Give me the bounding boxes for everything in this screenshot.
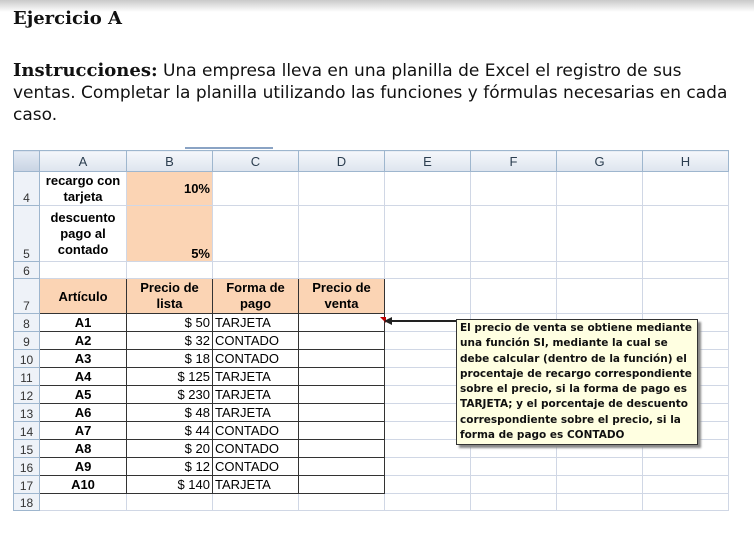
cell[interactable] [213, 262, 299, 279]
column-header-d[interactable]: D [299, 151, 385, 172]
articulo-cell[interactable]: A4 [40, 368, 127, 386]
cell[interactable] [127, 494, 213, 511]
row-number[interactable]: 5 [14, 206, 40, 262]
select-all-corner[interactable] [14, 151, 40, 172]
precio-lista-cell[interactable]: $ 18 [127, 350, 213, 368]
precio-venta-cell[interactable] [299, 458, 385, 476]
sheet-row-18 [14, 494, 729, 511]
forma-pago-cell[interactable]: TARJETA [213, 476, 299, 494]
forma-pago-cell[interactable]: CONTADO [213, 440, 299, 458]
sheet-row-6 [14, 262, 729, 279]
precio-lista-cell[interactable]: $ 44 [127, 422, 213, 440]
row-number[interactable]: 10 [14, 350, 40, 368]
cell[interactable] [385, 172, 471, 206]
precio-lista-cell[interactable]: $ 32 [127, 332, 213, 350]
cell[interactable] [643, 262, 729, 279]
articulo-cell[interactable]: A8 [40, 440, 127, 458]
cell[interactable] [643, 494, 729, 511]
articulo-cell[interactable]: A9 [40, 458, 127, 476]
row-number[interactable]: 13 [14, 404, 40, 422]
cell[interactable] [127, 262, 213, 279]
cell[interactable] [643, 279, 729, 314]
row-number[interactable]: 11 [14, 368, 40, 386]
forma-pago-cell[interactable]: CONTADO [213, 350, 299, 368]
precio-lista-cell[interactable]: $ 48 [127, 404, 213, 422]
table-row [14, 476, 729, 494]
cell[interactable] [299, 206, 385, 262]
cell[interactable] [471, 494, 557, 511]
column-header-c[interactable]: C [213, 151, 299, 172]
cell[interactable] [471, 279, 557, 314]
forma-pago-cell[interactable]: CONTADO [213, 332, 299, 350]
table-row [14, 458, 729, 476]
precio-venta-cell[interactable] [299, 476, 385, 494]
articulo-cell[interactable]: A2 [40, 332, 127, 350]
column-header-row [14, 151, 729, 172]
forma-pago-cell[interactable]: CONTADO [213, 458, 299, 476]
cell[interactable] [385, 279, 471, 314]
header-precio-lista-cell[interactable]: Precio de lista [127, 279, 213, 314]
precio-lista-cell[interactable]: $ 125 [127, 368, 213, 386]
articulo-cell[interactable]: A1 [40, 314, 127, 332]
cell[interactable] [385, 458, 471, 476]
cell[interactable] [385, 206, 471, 262]
header-precio-venta-cell[interactable]: Precio de venta [299, 279, 385, 314]
row-number[interactable]: 6 [14, 262, 40, 279]
cell[interactable] [643, 206, 729, 262]
descuento-label-cell[interactable]: descuento pago al contado [40, 206, 127, 262]
recargo-value-cell[interactable]: 10% [127, 172, 213, 206]
cell[interactable] [40, 262, 127, 279]
precio-venta-cell[interactable] [299, 350, 385, 368]
row-number[interactable]: 8 [14, 314, 40, 332]
cell[interactable] [213, 494, 299, 511]
cell[interactable] [385, 476, 471, 494]
row-number[interactable]: 15 [14, 440, 40, 458]
column-header-h[interactable]: H [643, 151, 729, 172]
cell[interactable] [40, 494, 127, 511]
column-header-a[interactable]: A [40, 151, 127, 172]
cell[interactable] [299, 172, 385, 206]
recargo-label-cell[interactable]: recargo con tarjeta [40, 172, 127, 206]
articulo-cell[interactable]: A7 [40, 422, 127, 440]
cell[interactable] [471, 262, 557, 279]
row-number[interactable]: 16 [14, 458, 40, 476]
column-header-g[interactable]: G [557, 151, 643, 172]
sheet-row-5 [14, 206, 729, 262]
spreadsheet-image [13, 147, 734, 519]
cell[interactable] [643, 172, 729, 206]
precio-venta-cell[interactable] [299, 314, 385, 332]
precio-venta-cell[interactable] [299, 386, 385, 404]
instructions-text: Una empresa lleva en una planilla de Excel el registro de sus ventas. Completar la planilla utilizando las funciones y fórmulas necesarias en cada caso. [13, 61, 728, 125]
articulo-cell[interactable]: A10 [40, 476, 127, 494]
cell[interactable] [643, 476, 729, 494]
cell[interactable] [471, 172, 557, 206]
precio-lista-cell[interactable]: $ 20 [127, 440, 213, 458]
descuento-value-cell[interactable]: 5% [127, 206, 213, 262]
instructions-label: Instrucciones: [13, 60, 158, 81]
precio-lista-cell[interactable]: $ 50 [127, 314, 213, 332]
exercise-title: Ejercicio A [13, 8, 123, 29]
cell[interactable] [557, 206, 643, 262]
precio-lista-cell[interactable]: $ 140 [127, 476, 213, 494]
precio-venta-cell[interactable] [299, 368, 385, 386]
forma-pago-cell[interactable]: TARJETA [213, 386, 299, 404]
column-header-e[interactable]: E [385, 151, 471, 172]
precio-venta-cell[interactable] [299, 422, 385, 440]
header-forma-pago-cell[interactable]: Forma de pago [213, 279, 299, 314]
cell[interactable] [299, 262, 385, 279]
comment-pointer-line [387, 320, 459, 322]
row-number[interactable]: 14 [14, 422, 40, 440]
cell[interactable] [557, 172, 643, 206]
forma-pago-cell[interactable]: TARJETA [213, 404, 299, 422]
instructions-paragraph [13, 60, 738, 126]
precio-venta-cell[interactable] [299, 440, 385, 458]
column-header-b[interactable]: B [127, 151, 213, 172]
row-number[interactable]: 12 [14, 386, 40, 404]
forma-pago-cell[interactable]: TARJETA [213, 368, 299, 386]
row-number[interactable]: 7 [14, 279, 40, 314]
cell[interactable] [471, 476, 557, 494]
cell[interactable] [557, 279, 643, 314]
sheet-top-accent [185, 147, 273, 149]
cell[interactable] [557, 262, 643, 279]
cell[interactable] [557, 458, 643, 476]
articulo-cell[interactable]: A3 [40, 350, 127, 368]
row-number[interactable]: 18 [14, 494, 40, 511]
precio-lista-cell[interactable]: $ 230 [127, 386, 213, 404]
precio-venta-cell[interactable] [299, 404, 385, 422]
row-number[interactable]: 4 [14, 172, 40, 206]
precio-venta-cell[interactable] [299, 332, 385, 350]
header-articulo-cell[interactable]: Artículo [40, 279, 127, 314]
cell[interactable] [213, 172, 299, 206]
cell[interactable] [557, 494, 643, 511]
cell[interactable] [213, 206, 299, 262]
cell[interactable] [385, 262, 471, 279]
sheet-row-4 [14, 172, 729, 206]
column-header-f[interactable]: F [471, 151, 557, 172]
cell[interactable] [643, 458, 729, 476]
comment-arrow-icon [384, 317, 392, 325]
cell[interactable] [299, 494, 385, 511]
cell[interactable] [385, 494, 471, 511]
forma-pago-cell[interactable]: CONTADO [213, 422, 299, 440]
row-number[interactable]: 17 [14, 476, 40, 494]
row-number[interactable]: 9 [14, 332, 40, 350]
cell[interactable] [557, 476, 643, 494]
articulo-cell[interactable]: A5 [40, 386, 127, 404]
cell[interactable] [471, 458, 557, 476]
articulo-cell[interactable]: A6 [40, 404, 127, 422]
precio-lista-cell[interactable]: $ 12 [127, 458, 213, 476]
sheet-row-7 [14, 279, 729, 314]
forma-pago-cell[interactable]: TARJETA [213, 314, 299, 332]
cell-comment-box: El precio de venta se obtiene mediante una función SI, mediante la cual se debe calcular (dentro de la función) el procentaje de recargo correspondiente sobre el precio, si la forma de pago es TARJETA; y el porcentaje de descuento correspondiente sobre el precio, si la forma de pago es CONTADO [456, 319, 698, 445]
cell[interactable] [471, 206, 557, 262]
